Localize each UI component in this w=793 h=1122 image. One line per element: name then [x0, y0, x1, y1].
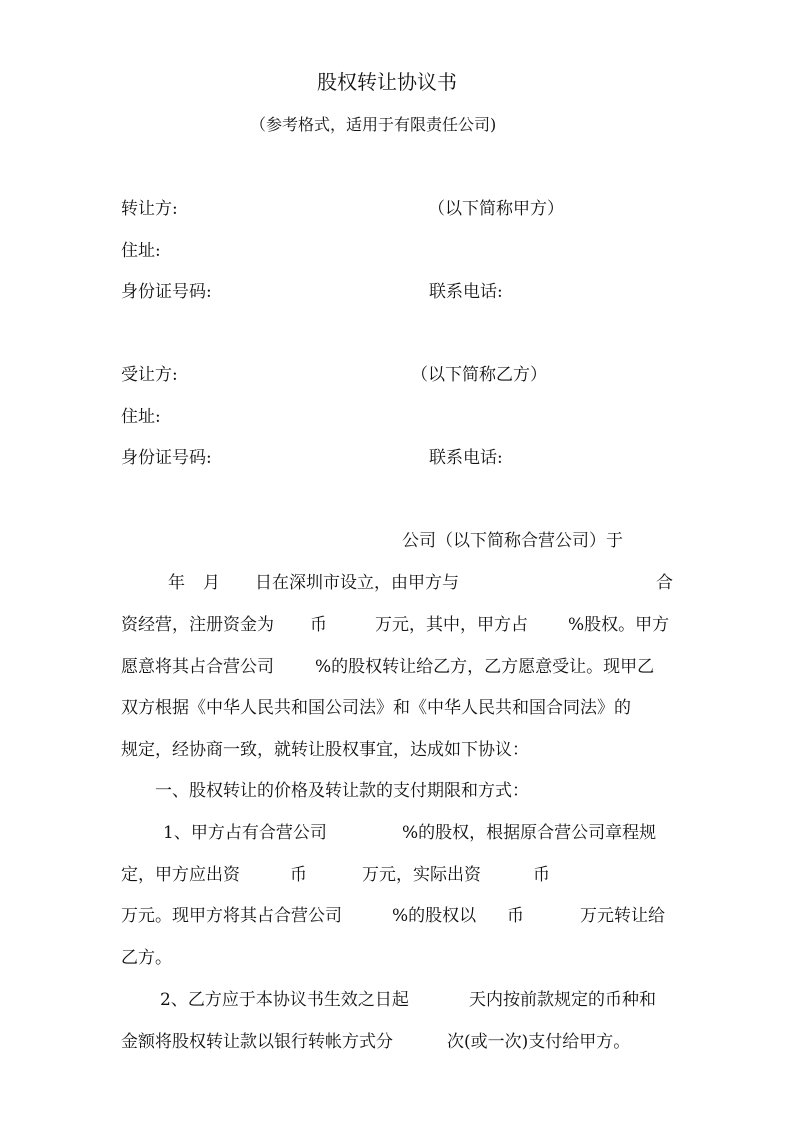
item2-b: 天内按前款规定的币种和 [469, 990, 656, 1010]
transferor-alias: （以下简称甲方） [428, 199, 564, 219]
law-line: 双方根据《中华人民共和国公司法》和《中华人民共和国合同法》的 [121, 698, 631, 718]
item1-k: 乙方。 [121, 948, 172, 968]
company-line: 公司（以下简称合营公司）于 [402, 531, 623, 551]
capital-d: %股权。甲方 [568, 615, 670, 635]
section1-heading: 一、股权转让的价格及转让款的支付期限和方式： [155, 781, 529, 801]
date-year: 年 [168, 573, 185, 593]
capital-b: 币 [310, 615, 327, 635]
item1-i: 币 [507, 906, 524, 926]
item1-e: 万元，实际出资 [362, 865, 481, 885]
item1-j: 万元转让给 [580, 906, 665, 926]
date-month: 月 [203, 573, 220, 593]
document-subtitle: （参考格式，适用于有限责任公司) [250, 115, 497, 134]
willing-a: 愿意将其占合营公司 [121, 657, 274, 677]
document-title: 股权转让协议书 [317, 70, 457, 94]
transferee-phone-label: 联系电话: [429, 448, 503, 468]
item2-d: 次(或一次)支付给甲方。 [447, 1032, 631, 1052]
transferor-address-label: 住址: [121, 241, 161, 261]
item1-c: 定，甲方应出资 [121, 865, 240, 885]
capital-c: 万元，其中，甲方占 [375, 615, 528, 635]
agreement-line: 规定，经协商一致，就转让股权事宜，达成如下协议： [121, 740, 529, 760]
date-day-text: 日在深圳市设立，由甲方与 [255, 573, 459, 593]
item2-a: 2、乙方应于本协议书生效之日起 [160, 990, 409, 1010]
item2-c: 金额将股权转让款以银行转帐方式分 [121, 1032, 393, 1052]
item1-b: %的股权，根据原合营公司章程规 [402, 823, 657, 843]
transferee-address-label: 住址: [121, 407, 161, 427]
transferor-phone-label: 联系电话: [429, 282, 503, 302]
willing-b: %的股权转让给乙方，乙方愿意受让。现甲乙 [315, 657, 655, 677]
item1-f: 币 [533, 865, 550, 885]
transferor-label: 转让方: [121, 199, 178, 219]
transferee-alias: （以下简称乙方） [411, 365, 547, 385]
transferor-id-label: 身份证号码: [121, 282, 212, 302]
item1-a: 1、甲方占有合营公司 [163, 823, 327, 843]
transferee-id-label: 身份证号码: [121, 448, 212, 468]
item1-h: %的股权以 [392, 906, 477, 926]
item1-g: 万元。现甲方将其占合营公司 [121, 906, 342, 926]
line-he: 合 [656, 573, 673, 593]
item1-d: 币 [290, 865, 307, 885]
transferee-label: 受让方: [121, 365, 178, 385]
capital-a: 资经营，注册资金为 [121, 615, 274, 635]
